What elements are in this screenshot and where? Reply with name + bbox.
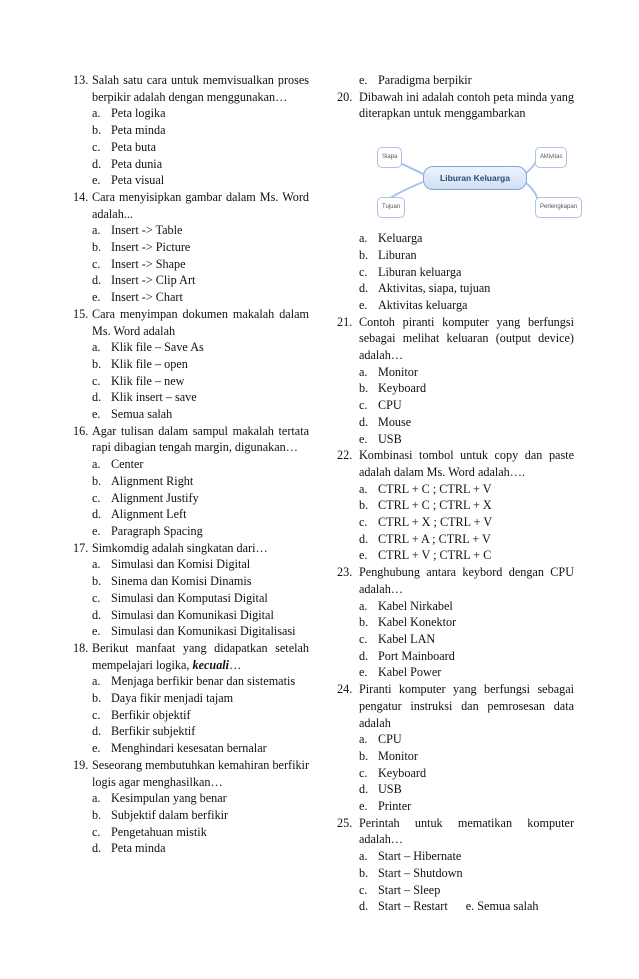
option-q19-e: e. Paradigma berpikir: [359, 73, 472, 87]
option: b. Subjektif dalam berfikir: [92, 807, 229, 822]
mind-map-center: Liburan Keluarga: [423, 166, 527, 190]
option: b. Start – Shutdown: [359, 865, 463, 880]
left-column: [73, 72, 309, 857]
option: a. Menjaga berfikir benar dan sistematis: [92, 674, 296, 689]
option: d. Mouse: [359, 414, 412, 429]
option: d. Peta dunia: [92, 156, 163, 171]
option: a. CTRL + C ; CTRL + V: [359, 481, 492, 496]
question-number: 14.: [73, 189, 89, 204]
option: d. Start – Restart e. Semua salah: [359, 899, 539, 914]
option: d. Simulasi dan Komunikasi Digital: [92, 607, 274, 622]
option: d. Klik insert – save: [92, 390, 197, 405]
option: c. Keyboard: [359, 765, 427, 780]
right-column: [337, 72, 578, 915]
mind-map-diagram: [359, 142, 578, 218]
option: e. Kabel Power: [359, 665, 442, 680]
option: e. USB: [359, 431, 402, 446]
question-text: Agar tulisan dalam sampul makalah tertata rapi dibagian tengah margin, digunakan…: [92, 423, 309, 455]
option: e. CTRL + V ; CTRL + C: [359, 548, 492, 563]
option: c. Klik file – new: [92, 373, 185, 388]
option: c. CTRL + X ; CTRL + V: [359, 515, 493, 530]
question-number: 15.: [73, 306, 89, 321]
question-25: [337, 815, 574, 915]
option: b. Liburan: [359, 247, 417, 262]
question-number: 18.: [73, 640, 89, 655]
option: a. Insert -> Table: [92, 223, 183, 238]
option: d. Berfikir subjektif: [92, 724, 196, 739]
question-text: Simkomdig adalah singkatan dari…: [92, 540, 268, 555]
option: b. Monitor: [359, 748, 418, 763]
option: a. Peta logika: [92, 106, 166, 121]
option: a. Keluarga: [359, 231, 423, 246]
option: c. Pengetahuan mistik: [92, 824, 207, 839]
option: b. Klik file – open: [92, 356, 188, 371]
question-23: [337, 564, 574, 681]
question-text: Perintah untuk mematikan komputer adalah…: [359, 815, 574, 847]
option: b. Insert -> Picture: [92, 240, 191, 255]
question-text: Dibawah ini adalah contoh peta minda yang diterapkan untuk menggambarkan: [359, 89, 574, 121]
question-number: 24.: [337, 682, 353, 697]
option: c. Liburan keluarga: [359, 264, 462, 279]
question-14: [73, 189, 309, 306]
option: c. Kabel LAN: [359, 631, 436, 646]
option: e. Paragraph Spacing: [92, 523, 203, 538]
question-number: 13.: [73, 73, 89, 87]
option: b. Peta minda: [92, 123, 166, 138]
question-21: [337, 314, 574, 448]
option: a. Center: [92, 457, 144, 472]
question-13: [73, 72, 309, 189]
option: e. Simulasi dan Komunikasi Digitalisasi: [92, 624, 296, 639]
question-19: [73, 757, 309, 857]
mind-map-node: Siapa: [377, 147, 402, 168]
option: c. Insert -> Shape: [92, 256, 186, 271]
question-text: Contoh piranti komputer yang berfungsi sebagai melihat keluaran (output device) adalah…: [359, 314, 574, 363]
option: d. Peta minda: [92, 841, 166, 856]
question-number: 23.: [337, 565, 353, 580]
mind-map-node: Perlengkapan: [535, 197, 582, 218]
question-number: 21.: [337, 314, 353, 329]
question-text: Cara menyisipkan gambar dalam Ms. Word adalah...: [92, 189, 309, 221]
option: c. Alignment Justify: [92, 490, 199, 505]
option: d. Aktivitas, siapa, tujuan: [359, 281, 491, 296]
option: d. Insert -> Clip Art: [92, 273, 196, 288]
question-text: Piranti komputer yang berfungsi sebagai pengatur instruksi dan pemrosesan data adalah: [359, 682, 574, 730]
question-text: Berikut manfaat yang didapatkan setelah mempelajari logika, kecuali…: [92, 640, 309, 672]
option: e. Printer: [359, 799, 412, 814]
option: a. Start – Hibernate: [359, 849, 462, 864]
option: a. Kabel Nirkabel: [359, 598, 453, 613]
option: b. Daya fikir menjadi tajam: [92, 691, 234, 706]
mind-map-node: Aktivitas: [535, 147, 567, 168]
question-number: 20.: [337, 89, 353, 104]
question-text: Seseorang membutuhkan kemahiran berfikir logis agar menghasilkan…: [92, 757, 309, 789]
question-text: Salah satu cara untuk memvisualkan proses berpikir adalah dengan menggunakan…: [92, 73, 309, 104]
question-text: Penghubung antara keybord dengan CPU adalah…: [359, 565, 574, 596]
question-number: 19.: [73, 757, 89, 772]
question-18: [73, 640, 309, 757]
option: e. Aktivitas keluarga: [359, 297, 468, 312]
option: c. CPU: [359, 398, 402, 413]
option: b. Alignment Right: [92, 473, 194, 488]
option: e. Peta visual: [92, 173, 165, 188]
option: c. Peta buta: [92, 139, 157, 154]
question-number: 16.: [73, 423, 89, 438]
mind-map-node: Tujuan: [377, 197, 405, 218]
question-15: [73, 306, 309, 423]
option: a. Monitor: [359, 364, 418, 379]
option: e. Insert -> Chart: [92, 290, 183, 305]
option: b. Keyboard: [359, 381, 427, 396]
option: d. Port Mainboard: [359, 648, 455, 663]
question-17: [73, 540, 309, 640]
option: a. Kesimpulan yang benar: [92, 791, 227, 806]
option: d. Alignment Left: [92, 507, 187, 522]
question-number: 25.: [337, 815, 353, 830]
question-22: [337, 447, 574, 564]
option: b. CTRL + C ; CTRL + X: [359, 498, 492, 513]
option: c. Berfikir objektif: [92, 707, 191, 722]
question-24: [337, 681, 574, 815]
question-16: [73, 423, 309, 540]
question-number: 17.: [73, 540, 89, 555]
option: c. Start – Sleep: [359, 882, 441, 897]
option: a. Klik file – Save As: [92, 340, 204, 355]
question-text: Kombinasi tombol untuk copy dan paste adalah dalam Ms. Word adalah….: [359, 448, 574, 479]
question-number: 22.: [337, 448, 353, 463]
option-inline-e: e. Semua salah: [465, 899, 539, 914]
question-text: Cara menyimpan dokumen makalah dalam Ms. Word adalah: [92, 306, 309, 338]
option: a. CPU: [359, 732, 402, 747]
option: e. Semua salah: [92, 407, 173, 422]
option: a. Simulasi dan Komisi Digital: [92, 557, 251, 572]
option: d. USB: [359, 782, 402, 797]
option: b. Kabel Konektor: [359, 615, 457, 630]
option: b. Sinema dan Komisi Dinamis: [92, 574, 252, 589]
option: d. CTRL + A ; CTRL + V: [359, 531, 491, 546]
emphasis-kecuali: kecuali: [192, 657, 230, 672]
option: c. Simulasi dan Komputasi Digital: [92, 590, 268, 605]
question-20: [337, 89, 578, 314]
option: e. Menghindari kesesatan bernalar: [92, 741, 267, 756]
